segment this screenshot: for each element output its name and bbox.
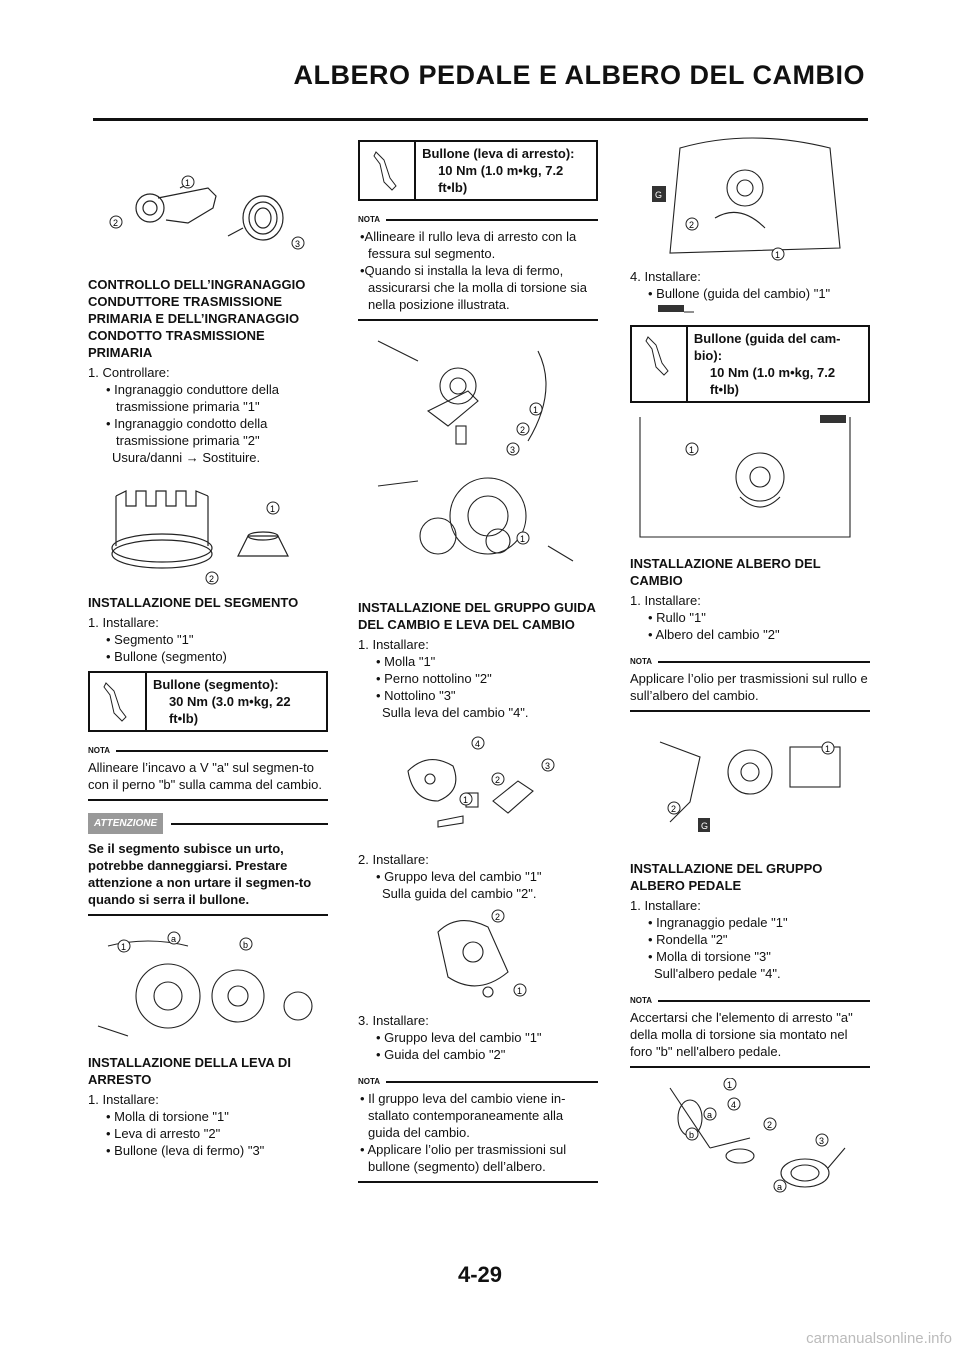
step-1-install: 1. Installare: [630, 593, 701, 608]
torque-value: 30 Nm (3.0 m•kg, 22 ft•lb) [168, 694, 291, 726]
bullet-note: Sulla leva del cambio "4". [382, 705, 529, 720]
nota-shift-shaft: Applicare l’olio per trasmissioni sul rullo e sull’albero del cambio. [630, 670, 870, 712]
section-heading-segment: INSTALLAZIONE DEL SEGMENTO [88, 595, 299, 610]
nota-item: • Il gruppo leva del cambio viene in-stallato contemporaneamente alla guida del cambio. [360, 1091, 566, 1140]
bullet-stopper-bolt: • Bullone (leva di fermo) "3" [106, 1143, 265, 1158]
callout-1: 1 [727, 1080, 733, 1090]
callout-3: 3 [819, 1136, 825, 1146]
watermark: carmanualsonline.info [806, 1330, 952, 1347]
torque-wrench-icon [632, 327, 688, 401]
column-3 [630, 128, 870, 1198]
bullet-drive-gear: • Ingranaggio conduttore della trasmissione primaria "1" [106, 382, 279, 414]
bullet-shift-guide: • Guida del cambio "2" [376, 1047, 506, 1062]
nota-segment: Allineare l’incavo a V "a" sul segmen-to con il perno "b" sulla camma del cambio. [88, 759, 328, 801]
bullet-pawl: • Nottolino "3" [376, 688, 456, 703]
caution-text: Se il segmento subisce un urto, potrebbe danneggiarsi. Prestare attenzione a non urtare il segmen-to quando si serra il bullone. [88, 834, 328, 916]
torque-title: Bullone (segmento): [152, 677, 279, 692]
callout-c: a [707, 1110, 713, 1120]
callout-3: 3 [295, 239, 301, 249]
figure-shift-guide-installed [630, 128, 870, 268]
callout-1: 1 [517, 986, 523, 996]
callout-2: 2 [767, 1120, 773, 1130]
figure-shift-lever-parts [358, 721, 598, 851]
figure-shift-guide [358, 902, 598, 1012]
nota-label: NOTA [630, 657, 653, 666]
torque-box-stopper-bolt [358, 140, 598, 201]
nota-label: NOTA [358, 1077, 381, 1086]
bullet-guide-bolt: • Bullone (guida del cambio) "1" [648, 286, 831, 301]
step-4-install: 4. Installare: [630, 269, 701, 284]
callout-1: 1 [185, 178, 191, 188]
bullet-spring: • Molla "1" [376, 654, 436, 669]
torque-wrench-icon [90, 673, 147, 730]
nota-label: NOTA [88, 746, 111, 755]
bullet-torsion-spring: • Molla di torsione "1" [106, 1109, 229, 1124]
step-2-install: 2. Installare: [358, 852, 429, 867]
bullet-washer: • Rondella "2" [648, 932, 728, 947]
callout-4: 4 [731, 1100, 737, 1110]
callout-1: 1 [533, 405, 539, 415]
callout-a: a [171, 934, 177, 944]
nota-item: •Allineare il rullo leva di arresto con la fessura sul segmento. [360, 229, 577, 261]
figure-segment-install [88, 926, 328, 1046]
torque-title: Bullone (guida del cam-bio): [693, 331, 841, 363]
callout-a: a [777, 1182, 783, 1192]
nota-item: • Applicare l’olio per trasmissioni sul bullone (segmento) dell’albero. [360, 1142, 567, 1174]
callout-4: 4 [475, 739, 481, 749]
column-2 [358, 128, 598, 1193]
step-3-install: 3. Installare: [358, 1013, 429, 1028]
page-number: 4-29 [457, 1262, 503, 1287]
torque-title: Bullone (leva di arresto): [422, 146, 575, 161]
page-title: ALBERO PEDALE E ALBERO DEL CAMBIO [293, 60, 865, 90]
callout-b: b [689, 1130, 695, 1140]
bullet-driven-gear: • Ingranaggio condotto della trasmissione primaria "2" [106, 416, 268, 448]
column-1 [88, 128, 328, 1159]
callout-1: 1 [270, 504, 276, 514]
nota-label: NOTA [358, 215, 381, 224]
bullet-shift-lever-assy: • Gruppo leva del cambio "1" [376, 869, 542, 884]
header-rule [93, 118, 868, 121]
step-1-install: 1. Installare: [630, 898, 701, 913]
callout-1: 1 [689, 445, 695, 455]
callout-2: 2 [689, 220, 695, 230]
callout-1: 1 [825, 744, 831, 754]
bullet-note: Sull'albero pedale "4". [654, 966, 781, 981]
section-heading-primary-gears: CONTROLLO DELL’INGRANAGGIO CONDUTTORE TRASMISSIONE PRIMARIA E DELL’INGRANAGGIO CONDOTTO TRASMISSIONE PRIMARIA [88, 277, 306, 360]
torque-value: 10 Nm (1.0 m•kg, 7.2 ft•lb) [438, 163, 564, 195]
bullet-note: Sulla guida del cambio "2". [382, 886, 537, 901]
figure-kick-shaft-parts [630, 1078, 870, 1198]
callout-2: 2 [495, 912, 501, 922]
callout-1: 1 [775, 250, 781, 260]
callout-2: 2 [520, 425, 526, 435]
caution-badge: ATTENZIONE [88, 813, 163, 834]
figure-shift-shaft-installed [630, 722, 870, 852]
torque-box-segment-bolt [88, 671, 328, 732]
figure-gears-spring [88, 128, 328, 268]
grease-icon: G [701, 821, 709, 831]
bullet-kick-gear: • Ingranaggio pedale "1" [648, 915, 788, 930]
figure-stopper-lever-installed [358, 331, 598, 466]
nota-item: •Quando si installa la leva di fermo, assicurarsi che la molla di torsione sia nella posizione illustrata. [360, 263, 587, 312]
step-1-install: 1. Installare: [88, 1092, 159, 1107]
bullet-segment: • Segmento "1" [106, 632, 194, 647]
callout-2: 2 [209, 574, 215, 584]
nota-kick-shaft: Accertarsi che l'elemento di arresto "a" della molla di torsione sia montato nel foro "b" nell'albero pedale. [630, 1009, 870, 1068]
torque-box-guide-bolt [630, 325, 870, 403]
section-heading-kick-shaft: INSTALLAZIONE DEL GRUPPO ALBERO PEDALE [630, 861, 823, 893]
figure-primary-gears [88, 466, 328, 586]
callout-b: b [243, 940, 249, 950]
section-heading-shift-guide: INSTALLAZIONE DEL GRUPPO GUIDA DEL CAMBIO E LEVA DEL CAMBIO [358, 600, 596, 632]
bullet-roller: • Rullo "1" [648, 610, 706, 625]
thread-locker-icon [630, 302, 870, 319]
bullet-shift-shaft: • Albero del cambio "2" [648, 627, 780, 642]
callout-1: 1 [463, 795, 469, 805]
step-1-check: 1. Controllare: [88, 365, 170, 380]
torque-wrench-icon [360, 142, 416, 199]
callout-3: 3 [545, 761, 551, 771]
callout-2: 2 [495, 775, 501, 785]
step-1-install: 1. Installare: [358, 637, 429, 652]
figure-segment-roller [358, 466, 598, 591]
wear-instruction: Usura/danni → Sostituire. [112, 450, 261, 465]
step-1-install: 1. Installare: [88, 615, 159, 630]
callout-3: 3 [510, 445, 516, 455]
callout-2: 2 [671, 804, 677, 814]
section-heading-stopper-lever: INSTALLAZIONE DELLA LEVA DI ARRESTO [88, 1055, 291, 1087]
bullet-stopper-lever: • Leva di arresto "2" [106, 1126, 221, 1141]
bullet-segment-bolt: • Bullone (segmento) [106, 649, 227, 664]
figure-guide-bolt-installed [630, 407, 870, 547]
bullet-pawl-pin: • Perno nottolino "2" [376, 671, 492, 686]
callout-1: 1 [121, 942, 127, 952]
callout-2: 2 [113, 218, 119, 228]
grease-icon: G [655, 190, 663, 200]
section-heading-shift-shaft: INSTALLAZIONE ALBERO DEL CAMBIO [630, 556, 821, 588]
callout-1: 1 [520, 534, 526, 544]
bullet-torsion-spring: • Molla di torsione "3" [648, 949, 771, 964]
torque-value: 10 Nm (1.0 m•kg, 7.2 ft•lb) [709, 365, 836, 397]
nota-label: NOTA [630, 996, 653, 1005]
bullet-shift-lever-assy: • Gruppo leva del cambio "1" [376, 1030, 542, 1045]
